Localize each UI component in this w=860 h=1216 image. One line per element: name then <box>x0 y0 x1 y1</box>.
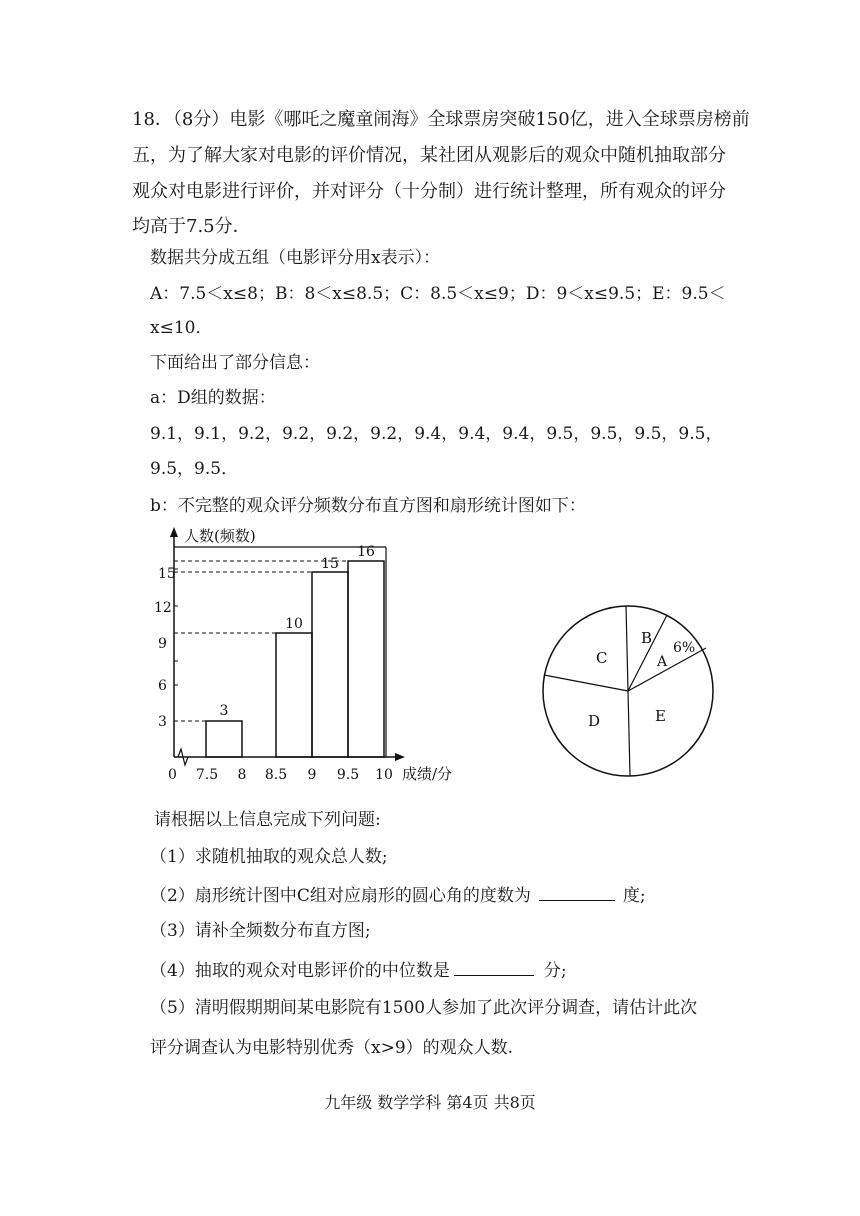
d-data-line-2: 9.5，9.5． <box>150 459 239 479</box>
info-a-label: a：D组的数据： <box>150 388 276 408</box>
x-tick-7.5: 7.5 <box>195 767 219 783</box>
question-2-blank[interactable] <box>539 882 615 901</box>
y-tick-12: 12 <box>154 600 172 616</box>
question-4-blank[interactable] <box>454 957 534 976</box>
bar-9-9.5 <box>312 572 348 757</box>
pie-label-c: C <box>596 649 608 667</box>
pie-label-d: D <box>588 712 601 730</box>
question-3: （3）请补全频数分布直方图; <box>150 921 371 941</box>
x-tick-10: 10 <box>375 767 393 783</box>
problem-line-4: 均高于7.5分． <box>132 216 251 237</box>
x-tick-9.5: 9.5 <box>336 767 360 783</box>
d-data-line-1: 9.1，9.1，9.2，9.2，9.2，9.2，9.4，9.4，9.4，9.5，9.5，9.5，9.5， <box>150 424 723 444</box>
bar-label-10: 10 <box>285 616 303 632</box>
question-5-line-1: （5）清明假期期间某电影院有1500人参加了此次评分调查，请估计此次 <box>150 998 698 1018</box>
y-axis-label: 人数(频数) <box>184 527 256 545</box>
x-tick-8.5: 8.5 <box>264 767 288 783</box>
pie-label-e: E <box>655 707 666 725</box>
frequency-histogram <box>150 525 480 795</box>
groups-def-1: A：7.5＜x≤8；B：8＜x≤8.5；C：8.5＜x≤9；D：9＜x≤9.5；E：9.5＜ <box>150 284 726 304</box>
x-tick-0: 0 <box>168 767 177 783</box>
pie-label-a-percent: 6% <box>673 640 696 656</box>
info-b-label: b：不完整的观众评分频数分布直方图和扇形统计图如下： <box>150 496 586 516</box>
question-2-unit: 度; <box>622 886 646 906</box>
bar-label-15: 15 <box>321 556 339 572</box>
x-tick-8: 8 <box>237 767 247 783</box>
groups-intro: 数据共分成五组（电影评分用x表示）： <box>150 248 441 268</box>
y-tick-9: 9 <box>158 636 167 652</box>
bar-7.5-8 <box>206 721 242 757</box>
x-axis-label: 成绩/分 <box>402 765 453 783</box>
x-tick-9: 9 <box>307 767 317 783</box>
bar-label-16: 16 <box>357 544 375 560</box>
pie-chart <box>540 597 740 797</box>
info-intro: 下面给出了部分信息： <box>150 353 320 373</box>
page-footer: 九年级 数学学科 第4页 共8页 <box>324 1093 536 1112</box>
question-4-unit: 分; <box>543 961 567 981</box>
problem-line-1: 18．（8分）电影《哪吒之魔童闹海》全球票房突破150亿，进入全球票房榜前 <box>132 109 750 130</box>
question-4 <box>150 957 567 983</box>
y-tick-6: 6 <box>158 678 167 694</box>
problem-line-2: 五，为了解大家对电影的评价情况，某社团从观影后的观众中随机抽取部分 <box>132 145 726 166</box>
y-tick-15: 15 <box>158 566 176 582</box>
y-tick-3: 3 <box>158 714 167 730</box>
question-1: （1）求随机抽取的观众总人数; <box>150 847 388 867</box>
problem-line-3: 观众对电影进行评价，并对评分（十分制）进行统计整理，所有观众的评分 <box>132 181 726 202</box>
bar-8.5-9 <box>276 633 312 757</box>
question-2-text: （2）扇形统计图中C组对应扇形的圆心角的度数为 <box>150 886 531 906</box>
pie-label-b: B <box>641 629 653 647</box>
bar-9.5-10 <box>348 561 384 757</box>
question-4-text: （4）抽取的观众对电影评价的中位数是 <box>150 961 450 981</box>
pie-label-a: A <box>657 654 668 670</box>
bar-label-3: 3 <box>219 703 229 719</box>
questions-intro: 请根据以上信息完成下列问题: <box>154 810 381 830</box>
groups-def-2: x≤10． <box>150 318 213 338</box>
question-5-line-2: 评分调查认为电影特别优秀（x>9）的观众人数. <box>150 1038 514 1058</box>
question-2 <box>150 882 646 908</box>
